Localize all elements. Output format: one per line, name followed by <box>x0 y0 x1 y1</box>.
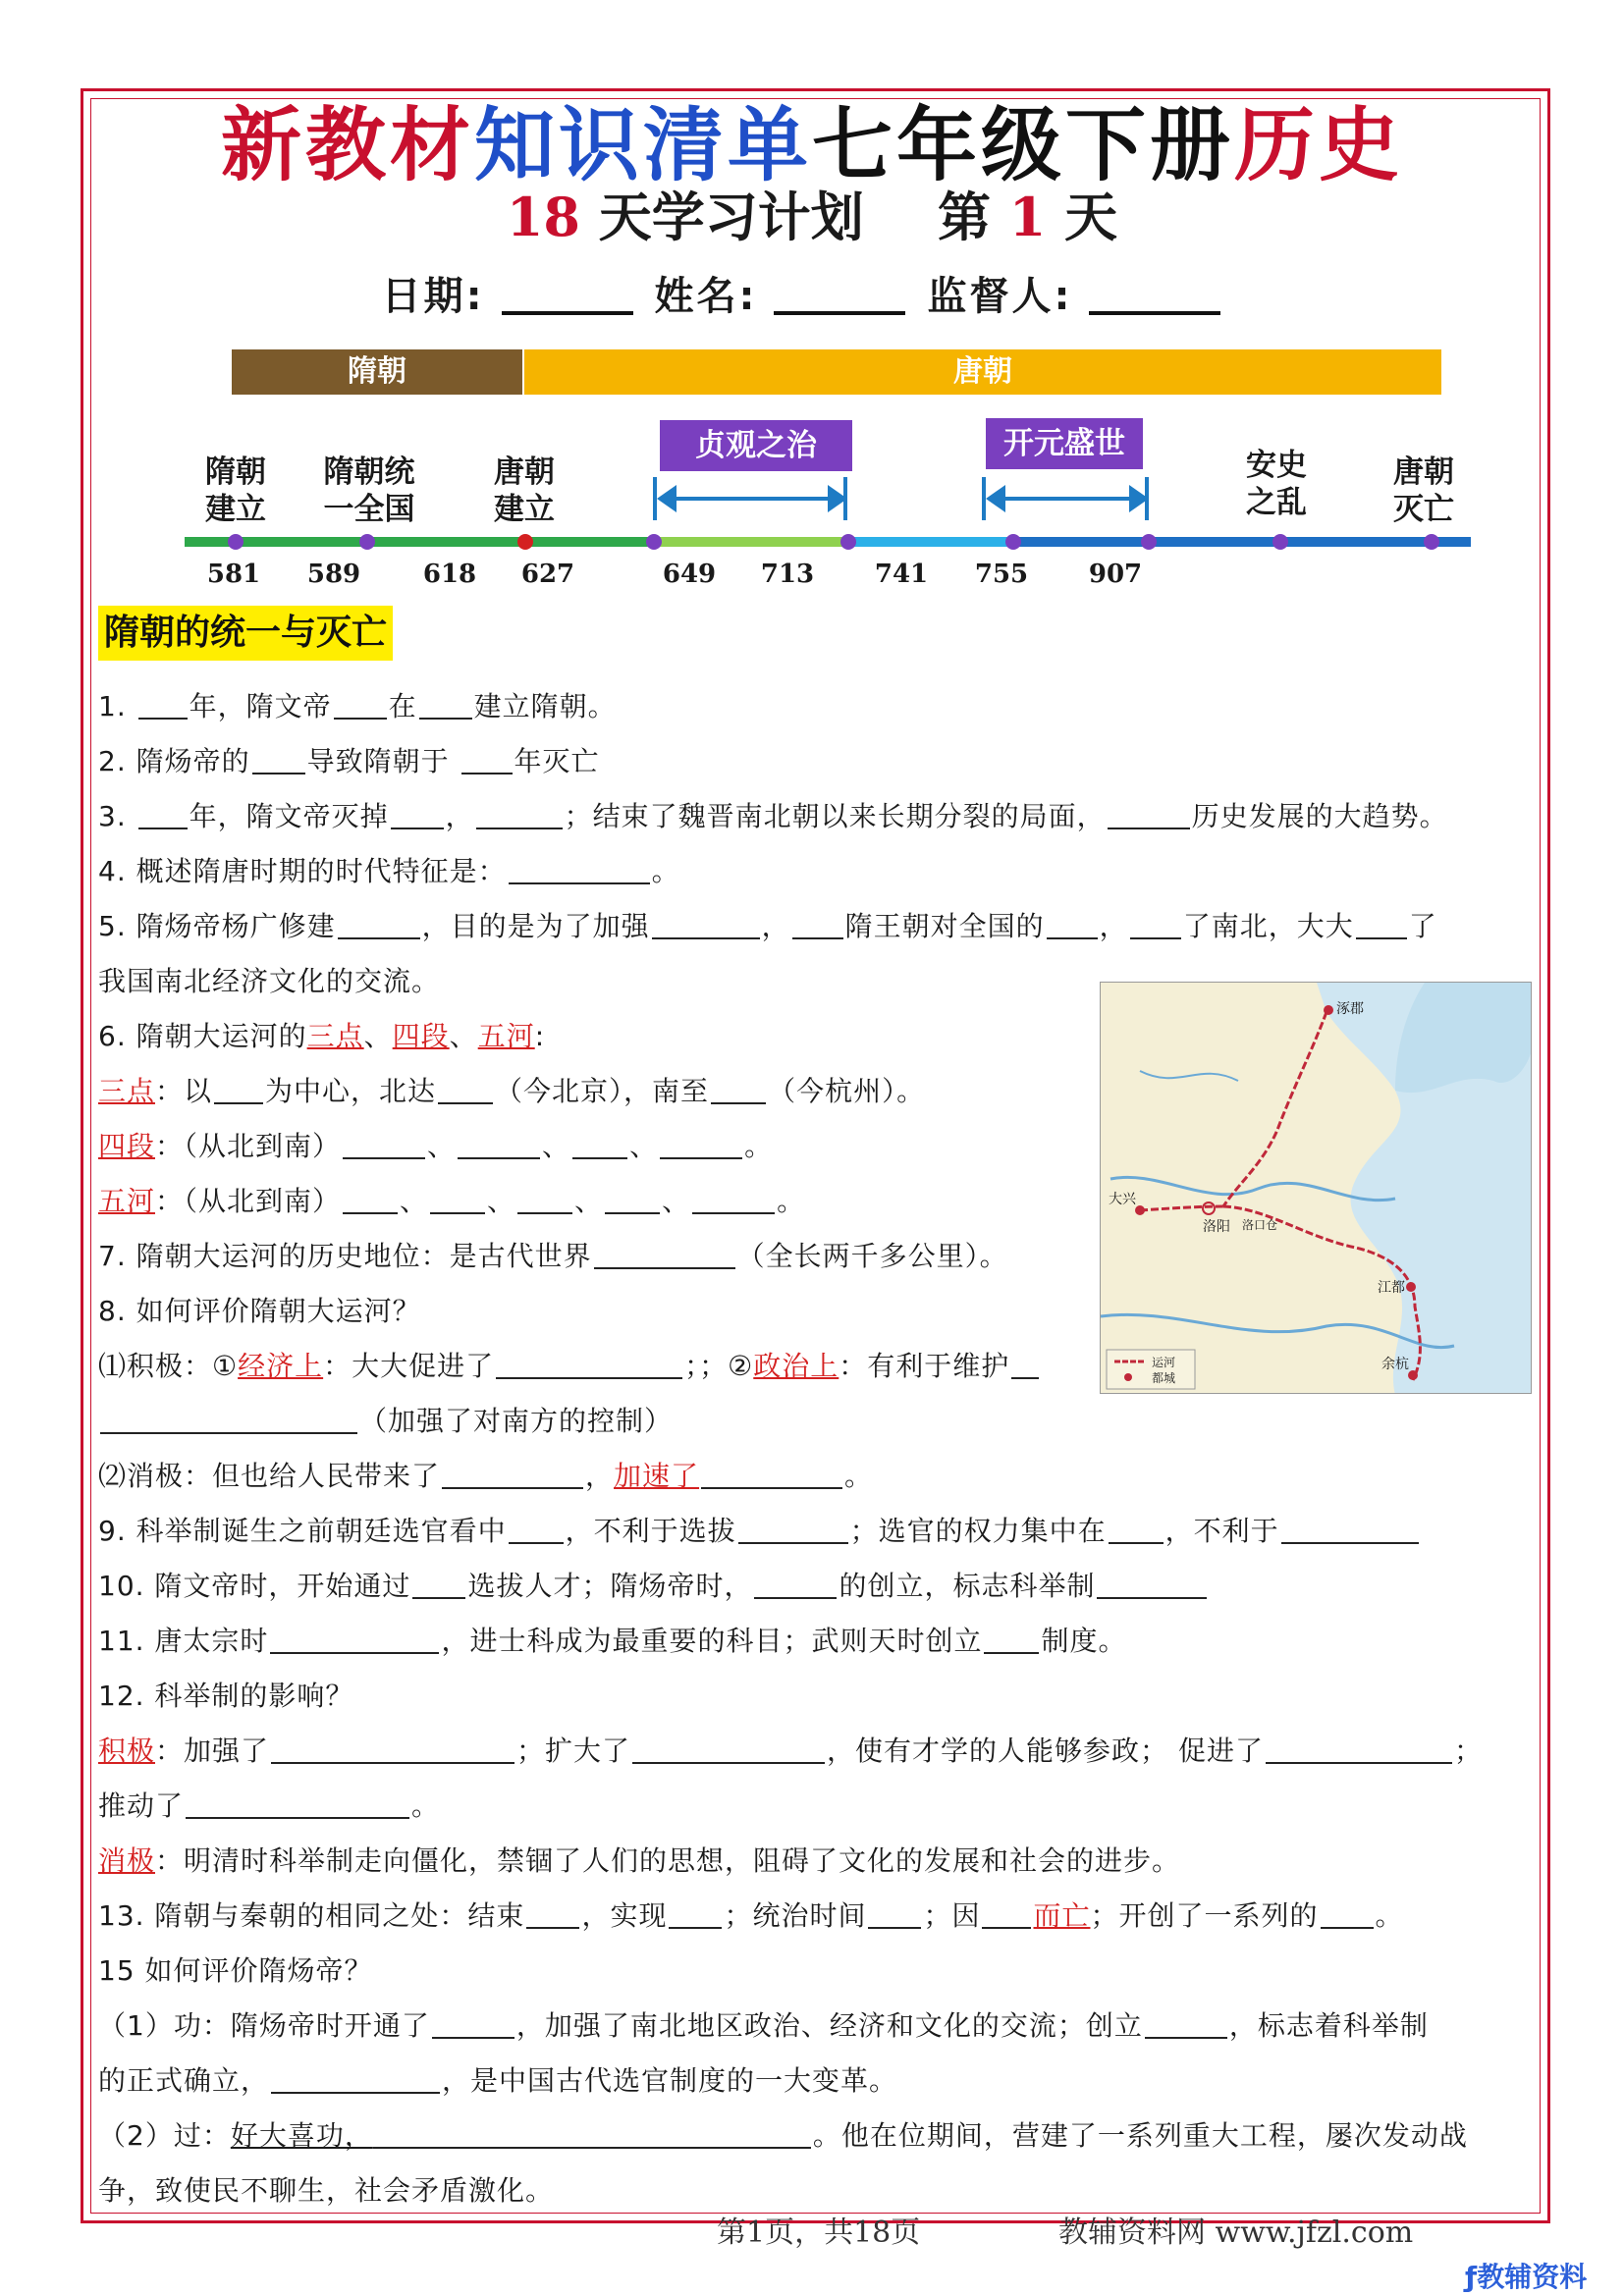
date-label: 日期: <box>381 274 485 319</box>
map-label-jiangdu: 江都 <box>1378 1280 1405 1296</box>
answer-blank[interactable] <box>1011 1350 1039 1379</box>
text: 。 <box>777 1185 806 1217</box>
timeline-dot <box>1141 534 1157 550</box>
event-label-line1: 唐朝 <box>494 454 555 490</box>
answer-blank[interactable] <box>270 1625 439 1654</box>
text: 3. <box>98 800 136 832</box>
timeline-dot <box>1424 534 1439 550</box>
answer-blank[interactable] <box>517 1185 572 1214</box>
map-label-daxing: 大兴 <box>1109 1192 1136 1207</box>
question-13 <box>98 1889 1404 1944</box>
text: 好大喜功， <box>230 2119 373 2152</box>
date-field[interactable] <box>502 272 633 315</box>
text: 在 <box>388 690 417 722</box>
answer-blank[interactable] <box>338 910 420 939</box>
grand-canal-map <box>1100 982 1532 1394</box>
timeline-dot <box>1272 534 1288 550</box>
event-label-line1: 安史 <box>1246 448 1307 483</box>
map-label-luoyang: 洛阳 <box>1203 1219 1230 1235</box>
question-5-cont: 我国南北经济文化的交流。 <box>98 965 441 997</box>
answer-blank[interactable] <box>461 745 513 774</box>
period-kaiyuan: 开元盛世 <box>986 418 1143 469</box>
text: 、 <box>363 1020 393 1052</box>
page-subtitle <box>0 183 1624 251</box>
name-field[interactable] <box>774 272 905 315</box>
answer-blank[interactable] <box>632 1735 825 1764</box>
highlight-text: 五河 <box>98 1185 156 1217</box>
text: 。 <box>651 855 680 887</box>
text: 的创立，标志科举制 <box>839 1570 1096 1602</box>
text: 4. 概述隋唐时期的时代特征是： <box>98 855 507 887</box>
question-15-merit <box>98 1999 1429 2054</box>
text: 。 <box>844 1460 874 1492</box>
text: 。 <box>744 1130 774 1162</box>
map-label-zhuojun: 涿郡 <box>1336 1001 1364 1017</box>
answer-blank[interactable] <box>652 910 760 939</box>
answer-blank[interactable] <box>701 1460 842 1489</box>
timeline-segment-sui-early-tang <box>185 537 654 547</box>
highlight-text: 加速了 <box>614 1460 700 1492</box>
text: （1）功：隋炀帝时开通了 <box>98 2009 430 2042</box>
answer-blank[interactable] <box>476 800 563 829</box>
text: 为中心，北达 <box>265 1075 437 1107</box>
question-8-negative <box>98 1449 873 1504</box>
arrow-head-left-icon <box>657 485 677 512</box>
text: ，不利于选拔 <box>565 1515 736 1547</box>
text: ；开创了一系列的 <box>1090 1899 1319 1932</box>
question-5 <box>98 899 1437 954</box>
text: 2. 隋炀帝的 <box>98 745 250 777</box>
text: 年灭亡 <box>514 745 600 777</box>
era-bar-tang: 唐朝 <box>524 349 1441 395</box>
timeline-segment-late-tang <box>1015 537 1471 547</box>
text: ：明清时科举制走向僵化，禁锢了人们的思想，阻碍了文化的发展和社会的进步。 <box>155 1844 1181 1877</box>
answer-blank[interactable] <box>605 1185 660 1214</box>
answer-blank[interactable] <box>982 1899 1031 1929</box>
event-label-line2: 之乱 <box>1246 485 1307 520</box>
text: 11. 唐太宗时 <box>98 1625 269 1657</box>
answer-blank[interactable] <box>496 1350 682 1379</box>
text: 、 <box>427 1130 457 1162</box>
event-anshi-rebellion <box>1235 447 1318 521</box>
timeline-dot <box>1005 534 1021 550</box>
answer-blank[interactable] <box>214 1075 263 1104</box>
answer-blank[interactable] <box>373 2119 811 2149</box>
title-part-grade: 七年级下册 <box>812 98 1235 192</box>
event-label-line2: 灭亡 <box>1393 492 1454 527</box>
event-sui-unification <box>310 454 428 528</box>
text: ，实现 <box>581 1899 668 1932</box>
arrow-head-left-icon <box>986 485 1005 512</box>
event-label-line2: 一全国 <box>323 492 415 527</box>
highlight-text: 政治上 <box>753 1350 839 1382</box>
question-9 <box>98 1504 1421 1559</box>
title-part-subject: 历史 <box>1234 98 1404 192</box>
text: ；扩大了 <box>516 1735 631 1767</box>
timeline-dot <box>646 534 662 550</box>
highlight-text: 消极 <box>98 1844 156 1877</box>
answer-blank[interactable] <box>660 1130 742 1159</box>
answer-blank[interactable] <box>738 1515 848 1544</box>
year-label: 755 <box>974 560 1029 589</box>
answer-blank[interactable] <box>419 690 472 720</box>
timeline-segment-mid-tang <box>846 537 1015 547</box>
question-8: 8. 如何评价隋朝大运河？ <box>98 1295 421 1327</box>
question-12-positive-cont <box>98 1779 440 1834</box>
text: ， <box>585 1460 615 1492</box>
text: ：加强了 <box>155 1735 270 1767</box>
answer-blank[interactable] <box>442 1460 583 1489</box>
text: ； <box>1453 1735 1483 1767</box>
text: 、 <box>449 1020 478 1052</box>
text: 历史发展的大趋势。 <box>1191 800 1448 832</box>
answer-blank[interactable] <box>432 2009 514 2039</box>
text: 。他在位期间，营建了一系列重大工程，屡次发动战 <box>812 2119 1468 2152</box>
text: ，是中国古代选官制度的一大变革。 <box>442 2064 898 2097</box>
map-label-yuhang: 余杭 <box>1381 1357 1409 1372</box>
text: ：大大促进了 <box>323 1350 495 1382</box>
highlight-text: 四段 <box>392 1020 450 1052</box>
text: 制度。 <box>1041 1625 1127 1657</box>
answer-blank[interactable] <box>1266 1735 1452 1764</box>
answer-blank[interactable] <box>1321 1899 1374 1929</box>
text: 、 <box>400 1185 429 1217</box>
answer-blank[interactable] <box>343 1185 398 1214</box>
year-label: 713 <box>760 560 815 589</box>
text: 、 <box>487 1185 516 1217</box>
answer-blank[interactable] <box>868 1899 921 1929</box>
answer-blank[interactable] <box>271 2064 440 2094</box>
question-15-fault-cont: 争，致使民不聊生，社会矛盾激化。 <box>98 2174 555 2207</box>
highlight-text: 而亡 <box>1033 1899 1091 1932</box>
answer-blank[interactable] <box>391 800 444 829</box>
info-line <box>0 267 1624 326</box>
text: ， <box>1099 910 1128 942</box>
answer-blank[interactable] <box>458 1130 540 1159</box>
question-8-positive: ⑴积极：①经济上：大大促进了 ；；②政治上：有利于维护 <box>98 1339 1041 1394</box>
question-12: 12. 科举制的影响？ <box>98 1680 354 1712</box>
brand-text: 教辅资料 <box>1477 2261 1588 2293</box>
map-legend-canal: 运河 <box>1152 1356 1176 1369</box>
answer-blank[interactable] <box>271 1735 514 1764</box>
text: ：有利于维护 <box>839 1350 1010 1382</box>
answer-blank[interactable] <box>1108 800 1190 829</box>
text: ， <box>445 800 474 832</box>
year-label: 741 <box>874 560 929 589</box>
answer-blank[interactable] <box>509 855 650 884</box>
highlight-text: 四段 <box>98 1130 156 1162</box>
event-sui-founded <box>194 454 277 528</box>
event-tang-founded <box>483 454 566 528</box>
text: ⑴积极：① <box>98 1350 239 1382</box>
arrow-line <box>661 497 843 501</box>
text: （全长两千多公里）。 <box>736 1240 1008 1272</box>
year-label: 627 <box>520 560 575 589</box>
text: 推动了 <box>98 1789 185 1822</box>
answer-blank[interactable] <box>430 1185 485 1214</box>
answer-blank[interactable] <box>792 910 843 939</box>
subtitle-day-number: 1 <box>1008 186 1047 248</box>
answer-blank[interactable] <box>1356 910 1407 939</box>
text: ，使有才学的人能够参政； 促进了 <box>827 1735 1264 1767</box>
brand-logo <box>1465 2256 1587 2295</box>
map-label-luokoucang: 洛口仓 <box>1242 1218 1278 1232</box>
arrow-line <box>990 497 1145 501</box>
answer-blank[interactable] <box>138 690 188 720</box>
answer-blank[interactable] <box>100 1405 357 1434</box>
text: 9. 科举制诞生之前朝廷选官看中 <box>98 1515 507 1547</box>
event-label-line2: 建立 <box>494 492 555 527</box>
text: （加强了对南方的控制） <box>359 1405 674 1437</box>
answer-blank[interactable] <box>984 1625 1039 1654</box>
text: ；② <box>699 1350 754 1382</box>
section-heading: 隋朝的统一与灭亡 <box>98 606 393 661</box>
question-12-negative <box>98 1834 1180 1889</box>
text: ，目的是为了加强 <box>421 910 650 942</box>
text: 隋王朝对全国的 <box>844 910 1045 942</box>
text: ⑵消极：但也给人民带来了 <box>98 1460 441 1492</box>
answer-blank[interactable] <box>334 690 387 720</box>
arrow-head-right-icon <box>1129 485 1149 512</box>
question-3 <box>98 789 1448 844</box>
text: 导致隋朝于 <box>306 745 460 777</box>
name-label: 姓名: <box>654 274 758 319</box>
text: 7. 隋朝大运河的历史地位：是古代世界 <box>98 1240 592 1272</box>
year-label: 589 <box>306 560 361 589</box>
answer-blank[interactable] <box>412 1570 465 1599</box>
answer-blank[interactable] <box>138 800 188 829</box>
text: ，不利于 <box>1164 1515 1279 1547</box>
text: ；因 <box>923 1899 981 1932</box>
text: 年，隋文帝 <box>189 690 332 722</box>
year-label: 618 <box>422 560 477 589</box>
arrow-head-right-icon <box>828 485 847 512</box>
answer-blank[interactable] <box>572 1130 627 1159</box>
highlight-text: 积极 <box>98 1735 156 1767</box>
event-tang-fall <box>1382 454 1465 528</box>
event-label-line1: 隋朝 <box>205 454 266 490</box>
text: 了 <box>1408 910 1437 942</box>
title-part-knowledge-list: 知识清单 <box>473 98 812 192</box>
question-11 <box>98 1614 1126 1669</box>
question-4 <box>98 844 680 899</box>
question-6-five-rivers <box>98 1174 805 1229</box>
text: ：（从北到南） <box>155 1130 342 1162</box>
answer-blank[interactable] <box>594 1240 735 1269</box>
era-bar-sui: 隋朝 <box>232 349 522 395</box>
timeline-dot-highlight <box>517 534 533 550</box>
text: ，进士科成为最重要的科目；武则天时创立 <box>441 1625 983 1657</box>
answer-blank[interactable] <box>509 1515 564 1544</box>
question-10 <box>98 1559 1209 1614</box>
answer-blank[interactable] <box>1047 910 1098 939</box>
highlight-text: 三点 <box>98 1075 156 1107</box>
text: 5. 隋炀帝杨广修建 <box>98 910 336 942</box>
text: : <box>534 1020 546 1052</box>
question-6-four-sections <box>98 1119 773 1174</box>
answer-blank[interactable] <box>1130 910 1181 939</box>
answer-blank[interactable] <box>186 1789 409 1819</box>
text: ，加强了南北地区政治、经济和文化的交流；创立 <box>515 2009 1143 2042</box>
timeline-dot <box>840 534 856 550</box>
answer-blank[interactable] <box>1097 1570 1207 1599</box>
question-8-positive-cont <box>98 1394 673 1449</box>
text: 选拔人才；隋炀帝时， <box>467 1570 753 1602</box>
question-6-three-points <box>98 1064 925 1119</box>
text: 。 <box>1375 1899 1404 1932</box>
text: 6. 隋朝大运河的 <box>98 1020 307 1052</box>
subtitle-days: 18 <box>506 186 580 248</box>
event-label-line1: 唐朝 <box>1393 454 1454 490</box>
year-label: 581 <box>206 560 261 589</box>
page-number: 第1页，共18页 <box>717 2216 921 2250</box>
map-legend-capital: 都城 <box>1152 1371 1176 1385</box>
text: ；选官的权力集中在 <box>849 1515 1107 1547</box>
text: 了南北，大大 <box>1182 910 1354 942</box>
timeline-dot <box>228 534 244 550</box>
answer-blank[interactable] <box>526 1899 579 1929</box>
answer-blank[interactable] <box>754 1570 837 1599</box>
question-15: 15 如何评价隋炀帝？ <box>98 1954 373 1987</box>
text: 。 <box>411 1789 441 1822</box>
highlight-text: 三点 <box>306 1020 364 1052</box>
period-zhenguan: 贞观之治 <box>660 420 852 471</box>
supervisor-field[interactable] <box>1089 272 1220 315</box>
event-label-line1: 隋朝统 <box>323 454 415 490</box>
text: ：以 <box>155 1075 213 1107</box>
answer-blank[interactable] <box>669 1899 722 1929</box>
answer-blank[interactable] <box>711 1075 766 1104</box>
subtitle-plan-text: 天学习计划 <box>579 186 883 248</box>
text: 13. 隋朝与秦朝的相同之处：结束 <box>98 1899 525 1932</box>
question-7 <box>98 1229 1008 1284</box>
text: 、 <box>574 1185 604 1217</box>
text: 建立隋朝。 <box>473 690 617 722</box>
subtitle-day-suffix: 天 <box>1046 186 1118 248</box>
text: 10. 隋文帝时，开始通过 <box>98 1570 411 1602</box>
event-label-line2: 建立 <box>205 492 266 527</box>
answer-blank[interactable] <box>343 1130 425 1159</box>
answer-blank[interactable] <box>1281 1515 1419 1544</box>
question-15-fault <box>98 2109 1468 2163</box>
question-2 <box>98 734 600 789</box>
text: （今北京），南至 <box>495 1075 710 1107</box>
map-image <box>1101 983 1532 1394</box>
timeline-dot <box>359 534 375 550</box>
timeline-segment-zhenguan <box>654 537 846 547</box>
answer-blank[interactable] <box>1109 1515 1164 1544</box>
text: 、 <box>662 1185 691 1217</box>
website-footer: 教辅资料网 www.jfzl.com <box>1058 2216 1414 2250</box>
title-part-new-textbook: 新教材 <box>220 98 474 192</box>
text: ， <box>761 910 790 942</box>
question-12-positive <box>98 1724 1483 1779</box>
question-1 <box>98 679 617 734</box>
text: 的正式确立， <box>98 2064 270 2097</box>
text: ，标志着科举制 <box>1228 2009 1429 2042</box>
text: 、 <box>542 1130 571 1162</box>
text: ：（从北到南） <box>155 1185 342 1217</box>
answer-blank[interactable] <box>1145 2009 1227 2039</box>
supervisor-label: 监督人: <box>927 274 1073 319</box>
question-15-merit-cont <box>98 2054 897 2109</box>
brand-mark-icon: ƒ <box>1465 2261 1478 2293</box>
answer-blank[interactable] <box>252 745 305 774</box>
text: 年，隋文帝灭掉 <box>189 800 389 832</box>
text: ；结束了魏晋南北朝以来长期分裂的局面， <box>564 800 1106 832</box>
answer-blank[interactable] <box>692 1185 775 1214</box>
text: 1. <box>98 690 136 722</box>
answer-blank[interactable] <box>438 1075 493 1104</box>
year-label: 649 <box>662 560 717 589</box>
text: 、 <box>629 1130 659 1162</box>
question-6 <box>98 1009 545 1064</box>
text: （2）过： <box>98 2119 231 2152</box>
highlight-text: 经济上 <box>238 1350 324 1382</box>
year-label: 907 <box>1088 560 1143 589</box>
highlight-text: 五河 <box>477 1020 535 1052</box>
text: ；统治时间 <box>724 1899 867 1932</box>
text: （今杭州）。 <box>768 1075 926 1107</box>
subtitle-day-prefix: 第 <box>937 186 1009 248</box>
